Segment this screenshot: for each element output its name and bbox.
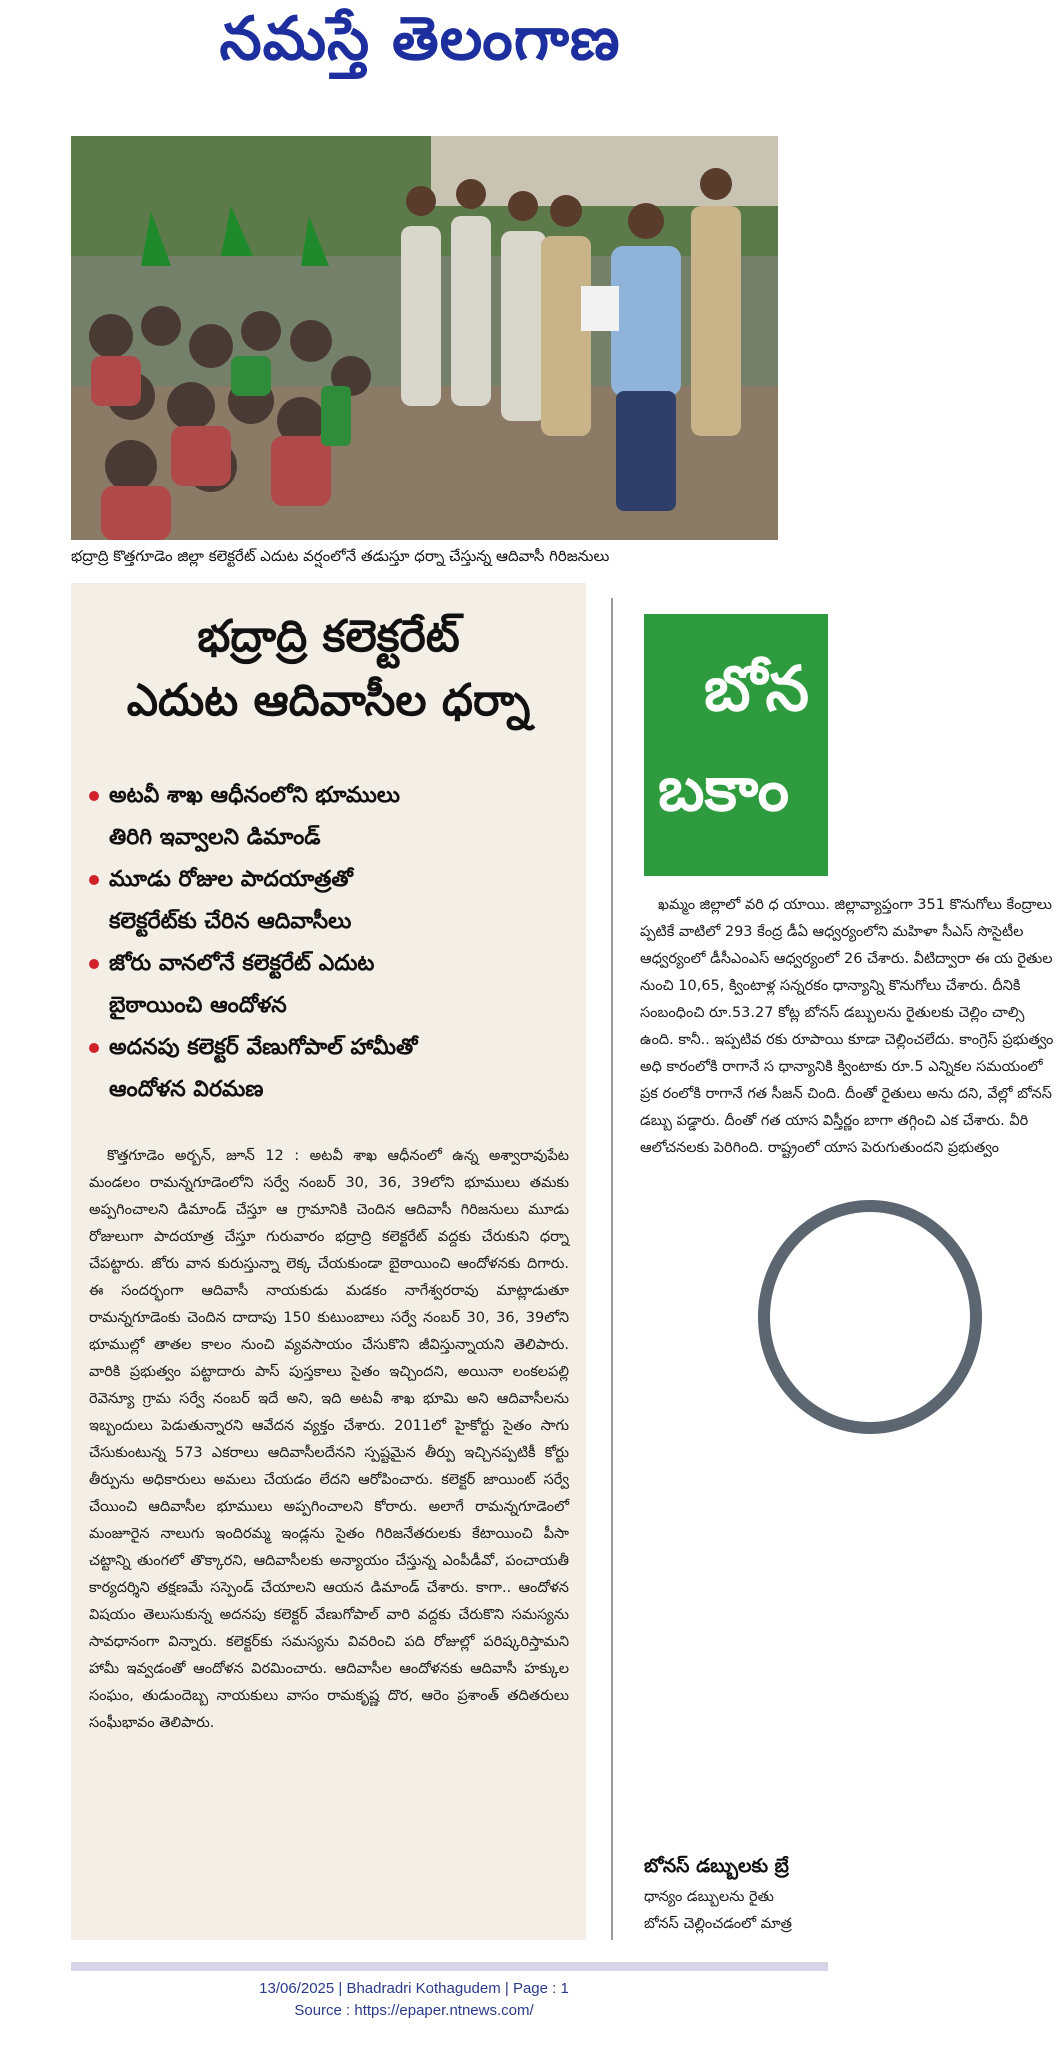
highlight-line: కలెక్టరేట్‌కు చేరిన ఆదివాసీలు: [109, 909, 352, 934]
highlight-item: [89, 943, 579, 1027]
side-headline-box: [644, 614, 828, 876]
page-footer: [0, 1978, 828, 2022]
highlight-line: జోరు వానలోనే కలెక్టరేట్ ఎదుట: [109, 951, 375, 976]
protest-photo-illustration: [71, 136, 778, 540]
masthead: [0, 0, 828, 98]
newspaper-title: నమస్తే తెలంగాణ: [219, 4, 621, 74]
side-article-body: ఖమ్మం జిల్లాలో వరి ధ యాయి. జిల్లావ్యాప్తంగా 351 కొనుగోలు కేంద్రాలు ప్పటికే వాటిలో 293 కేంద్ర డీఏ ఆధ్వర్యంలోని మహిళా సీఎస్ సొసైటీల ఆధ్వర్యంలో డీసీఎంఎస్ ఆధ్వర్యంలో 26 చేశారు. వీటిద్వారా ఈ య రైతుల నుంచి 10,65, క్వింటాళ్ల సన్నరకం ధాన్యాన్ని కొనుగోలు చేశారు. దీనికి సంబంధించి రూ.53.27 కోట్ల బోనస్ డబ్బులను రైతులకు చెల్లిం చాల్సి ఉంది. కానీ.. ఇప్పటివ రకు రూపాయి కూడా చెల్లించలేదు. కాంగ్రెస్ ప్రభుత్వం అధి కారంలోకి రాగానే స ధాన్యానికి క్వింటాకు రూ.5 ఎన్నికల సమయంలో ప్రక రంలోకి రాగానే గత సీజన్ చింది. దీంతో రైతులు అను దని, వేల్లో బోనస్ డబ్బు పడ్డారు. దీంతో గత యాస విస్తీర్ణం బాగా తగ్గించి ఎక చేశారు. వీరి ఆలోచనలకు పెరిగింది. రాష్ట్రంలో యాస పెరుగుతుందని ప్రభుత్వం: [640, 897, 1054, 1156]
highlight-item: [89, 1027, 579, 1111]
article-body: కొత్తగూడెం అర్బన్, జూన్ 12 : అటవీ శాఖ ఆధీనంలో ఉన్న అశ్వారావుపేట మండలం రామన్నగూడెంలోని సర్వే నంబర్ 30, 36, 39లోని భూములు తమకు అప్పగించాలని డిమాండ్ చేస్తూ ఆ గ్రామానికి చెందిన ఆదివాసీ గిరిజనులు మూడు రోజులుగా పాదయాత్ర చేస్తూ గురువారం భద్రాద్రి కలెక్టరేట్ వద్దకు చేరుకుని ధర్నా చేపట్టారు. జోరు వాన కురుస్తున్నా లెక్క చేయకుండా బైఠాయించి ఆందోళనకు దిగారు. ఈ సందర్భంగా ఆదివాసీ నాయకుడు మడకం నాగేశ్వరరావు మాట్లాడుతూ రామన్నగూడెంకు చెందిన దాదాపు 150 కుటుంబాలు సర్వే నంబర్ 30, 36, 39లోని భూముల్లో తాతల కాలం నుంచి వ్యవసాయం చేసుకొని జీవిస్తున్నాయని తెలిపారు. వారికి ప్రభుత్వం పట్టాదారు పాస్ పుస్తకాలు సైతం ఇచ్చిందని, అయినా లంకలపల్లి రెవెన్యూ గ్రామ సర్వే నంబర్ ఇదే అని, ఇది అటవీ శాఖ భూమి అని ఆదివాసీలను ఇబ్బందులు పెడుతున్నారని ఆవేదన వ్యక్తం చేశారు. 2011లో హైకోర్టు సైతం సాగు చేసుకుంటున్న 573 ఎకరాలు ఆదివాసీలదేనని స్పష్టమైన తీర్పు ఇచ్చినప్పటికీ కోర్టు తీర్పును అధికారులు అమలు చేయడం లేదని ఆరోపించారు. కలెక్టర్ జాయింట్ సర్వే చేయించి ఆదివాసీల భూములు అప్పగించాలని కోరారు. అలాగే రామన్నగూడెంలో మంజూరైన నాలుగు ఇందిరమ్మ ఇండ్లను సైతం గిరిజనేతరులకు కేటాయించి పీసా చట్టాన్ని తుంగలో తొక్కారని, ఆదివాసీలకు అన్యాయం చేస్తున్న ఎంపీడీవో, పంచాయతీ కార్యదర్శిని తక్షణమే సస్పెండ్ చేయాలని ఆయన డిమాండ్ చేశారు. కాగా.. ఆందోళన విషయం తెలుసుకున్న అదనపు కలెక్టర్ వేణుగోపాల్ వారి వద్దకు చేరుకొని సమస్యను సావధానంగా విన్నారు. కలెక్టర్‌కు సమస్యను వివరించి పది రోజుల్లో పరిష్కరిస్తామని హామీ ఇవ్వడంతో ఆందోళన విరమించారు. ఆదివాసీల ఆందోళనకు ఆదివాసీ హక్కుల సంఘం, తుడుందెబ్బ నాయకులు వాసం రామకృష్ణ దొర, ఆరెం ప్రశాంత్ తదితరులు సంఘీభావం తెలిపారు.: [89, 1148, 569, 1731]
photo-caption: భద్రాద్రి కొత్తగూడెం జిల్లా కలెక్టరేట్ ఎదుట వర్షంలోనే తడుస్తూ ధర్నా చేస్తున్న ఆదివాసీ గిరిజనులు: [71, 547, 610, 565]
sub-body-line: బోనస్ చెల్లించడంలో మాత్ర: [644, 1916, 792, 1932]
highlight-list: [89, 775, 579, 1111]
headline-line-1: భద్రాద్రి కలెక్టరేట్: [197, 611, 460, 662]
side-subheading-body: [644, 1884, 828, 1938]
edition-info: 13/06/2025 | Bhadradri Kothagudem | Page : 1: [259, 1980, 569, 1997]
side-subheading: బోనస్ డబ్బులకు బ్రే: [644, 1855, 789, 1877]
highlight-item: [89, 859, 579, 943]
column-divider: [611, 598, 613, 1940]
highlight-line: అదనపు కలెక్టర్ వేణుగోపాల్ హామీతో: [109, 1035, 418, 1060]
highlight-line: బైఠాయించి ఆందోళన: [109, 993, 287, 1018]
highlight-line: ఆందోళన విరమణ: [109, 1077, 264, 1102]
highlight-line: అటవీ శాఖ ఆధీనంలోని భూములు: [109, 783, 401, 808]
circular-photo-frame: [758, 1200, 982, 1434]
sub-body-line: ధాన్యం డబ్బులను రైతు: [644, 1889, 774, 1905]
side-headline-line-2: బకాం: [658, 752, 790, 825]
main-article: [71, 583, 586, 1940]
news-photo: [71, 136, 778, 540]
article-headline: [71, 605, 586, 733]
highlight-line: మూడు రోజుల పాదయాత్రతో: [109, 867, 353, 892]
side-headline-line-1: బోన: [704, 652, 809, 725]
footer-rule: [71, 1962, 828, 1971]
headline-line-2: ఎదుట ఆదివాసీల ధర్నా: [126, 675, 531, 726]
source-link[interactable]: Source : https://epaper.ntnews.com/: [294, 2002, 534, 2019]
highlight-line: తిరిగి ఇవ్వాలని డిమాండ్: [109, 825, 321, 850]
highlight-item: [89, 775, 579, 859]
